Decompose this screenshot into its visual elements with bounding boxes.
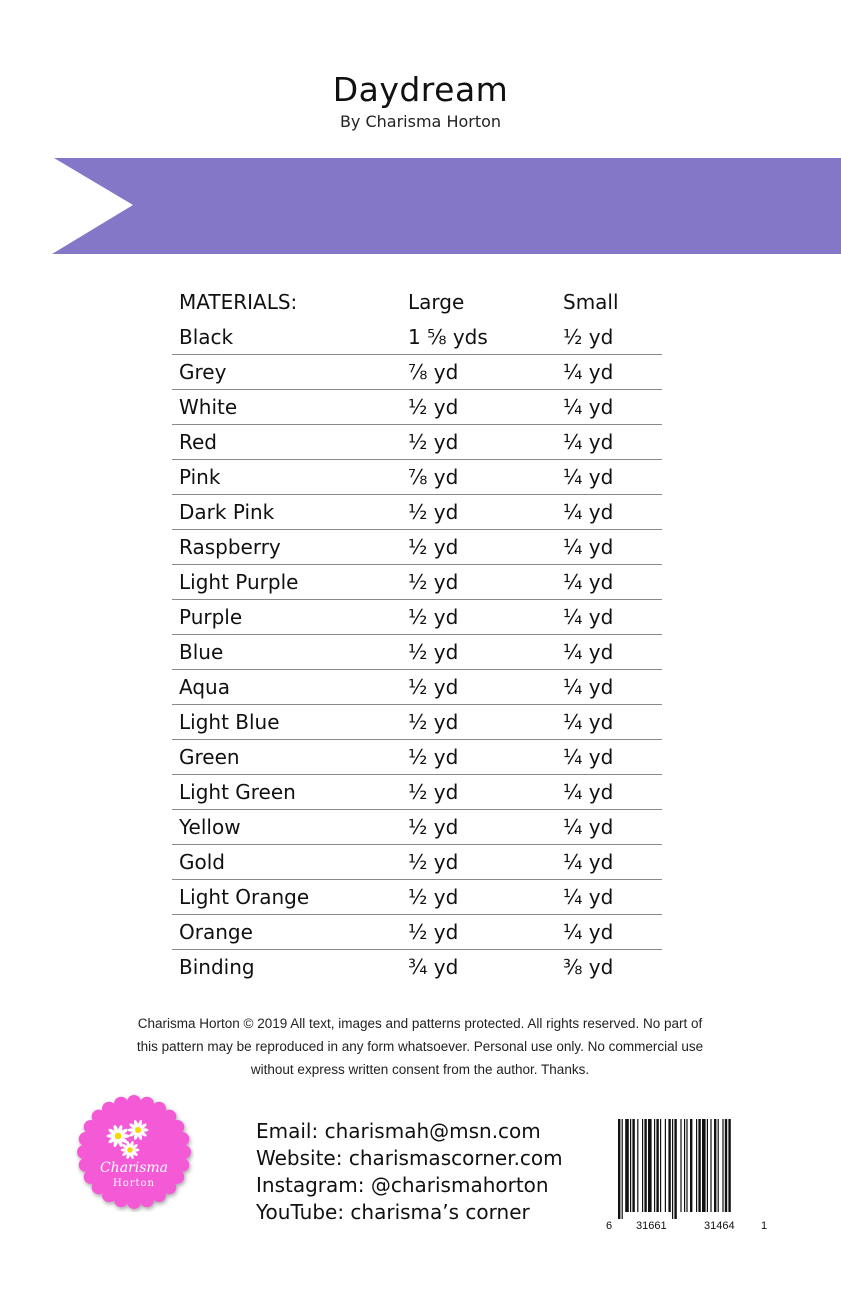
- material-row: [172, 915, 662, 950]
- barcode-left-digits: 31661: [636, 1220, 667, 1232]
- material-row: [172, 670, 662, 705]
- material-large-amount: 1 ⅝ yds: [408, 325, 488, 349]
- material-row: [172, 775, 662, 810]
- material-row: [172, 425, 662, 460]
- material-row: [172, 600, 662, 635]
- material-large-amount: ½ yd: [408, 815, 459, 839]
- material-large-amount: ½ yd: [408, 570, 459, 594]
- material-small-amount: ¼ yd: [563, 745, 614, 769]
- material-small-amount: ¼ yd: [563, 535, 614, 559]
- material-name: Light Blue: [179, 710, 280, 734]
- material-row: [172, 355, 662, 390]
- material-small-amount: ⅜ yd: [563, 955, 614, 979]
- material-row: [172, 740, 662, 775]
- copyright-line: without express written consent from the author. Thanks.: [250, 1062, 590, 1077]
- material-small-amount: ¼ yd: [563, 500, 614, 524]
- material-small-amount: ¼ yd: [563, 885, 614, 909]
- material-name: Binding: [179, 955, 255, 979]
- material-name: Light Purple: [179, 570, 299, 594]
- material-name: Light Orange: [179, 885, 310, 909]
- barcode-lead-digit: 6: [606, 1220, 613, 1232]
- material-name: Raspberry: [179, 535, 281, 559]
- material-small-amount: ¼ yd: [563, 780, 614, 804]
- material-small-amount: ½ yd: [563, 325, 614, 349]
- material-name: Purple: [179, 605, 243, 629]
- materials-header-row: [172, 284, 662, 320]
- material-large-amount: ½ yd: [408, 920, 459, 944]
- material-large-amount: ¾ yd: [408, 955, 459, 979]
- material-large-amount: ½ yd: [408, 500, 459, 524]
- copyright-line: Charisma Horton © 2019 All text, images and patterns protected. All rights reserved. No part of: [137, 1016, 703, 1031]
- banner-shape: [52, 158, 841, 254]
- material-small-amount: ¼ yd: [563, 675, 614, 699]
- materials-table: [172, 284, 662, 984]
- email-line: Email: charismah@msn.com: [256, 1119, 541, 1143]
- header-small: Small: [563, 290, 619, 314]
- material-row: [172, 810, 662, 845]
- author-byline: By Charisma Horton: [339, 112, 502, 131]
- instagram-line: Instagram: @charismahorton: [256, 1173, 549, 1197]
- material-name: Light Green: [179, 780, 296, 804]
- website-line: Website: charismascorner.com: [256, 1146, 563, 1170]
- contact-info: [256, 1118, 563, 1226]
- material-large-amount: ½ yd: [408, 745, 459, 769]
- material-name: Orange: [179, 920, 253, 944]
- material-large-amount: ⅞ yd: [408, 465, 459, 489]
- material-large-amount: ½ yd: [408, 675, 459, 699]
- material-large-amount: ½ yd: [408, 605, 459, 629]
- material-small-amount: ¼ yd: [563, 605, 614, 629]
- material-name: Yellow: [179, 815, 241, 839]
- material-name: Pink: [179, 465, 221, 489]
- material-small-amount: ¼ yd: [563, 360, 614, 384]
- material-name: Black: [179, 325, 234, 349]
- header-large: Large: [408, 290, 465, 314]
- logo-subname: Horton: [112, 1178, 155, 1189]
- material-row: [172, 705, 662, 740]
- barcode-bars: [618, 1119, 731, 1219]
- material-name: White: [179, 395, 238, 419]
- material-row: [172, 565, 662, 600]
- material-small-amount: ¼ yd: [563, 710, 614, 734]
- material-row: [172, 460, 662, 495]
- material-row: [172, 950, 662, 985]
- material-row: [172, 530, 662, 565]
- barcode-right-digits: 31464: [704, 1220, 735, 1232]
- material-small-amount: ¼ yd: [563, 920, 614, 944]
- material-row: [172, 390, 662, 425]
- material-large-amount: ½ yd: [408, 640, 459, 664]
- material-name: Gold: [179, 850, 225, 874]
- material-name: Green: [179, 745, 240, 769]
- material-large-amount: ½ yd: [408, 535, 459, 559]
- material-small-amount: ¼ yd: [563, 640, 614, 664]
- material-row: [172, 320, 662, 355]
- material-small-amount: ¼ yd: [563, 430, 614, 454]
- material-large-amount: ½ yd: [408, 710, 459, 734]
- purple-banner: [0, 158, 841, 254]
- material-name: Dark Pink: [179, 500, 275, 524]
- material-large-amount: ½ yd: [408, 885, 459, 909]
- material-small-amount: ¼ yd: [563, 850, 614, 874]
- material-name: Blue: [179, 640, 224, 664]
- material-row: [172, 495, 662, 530]
- charisma-horton-logo: [74, 1092, 194, 1212]
- barcode-check-digit: 1: [761, 1220, 768, 1232]
- material-small-amount: ¼ yd: [563, 815, 614, 839]
- material-small-amount: ¼ yd: [563, 570, 614, 594]
- material-large-amount: ½ yd: [408, 430, 459, 454]
- logo-name: Charisma: [99, 1160, 169, 1176]
- material-large-amount: ⅞ yd: [408, 360, 459, 384]
- pattern-title: Daydream: [332, 70, 509, 109]
- material-name: Grey: [179, 360, 227, 384]
- upc-barcode: [604, 1117, 769, 1237]
- copyright-line: this pattern may be reproduced in any form whatsoever. Personal use only. No commercial use: [136, 1039, 704, 1054]
- material-small-amount: ¼ yd: [563, 395, 614, 419]
- youtube-line: YouTube: charisma’s corner: [256, 1200, 530, 1224]
- material-row: [172, 845, 662, 880]
- materials-rows: [172, 320, 662, 984]
- material-row: [172, 880, 662, 915]
- material-name: Aqua: [179, 675, 230, 699]
- material-small-amount: ¼ yd: [563, 465, 614, 489]
- material-large-amount: ½ yd: [408, 395, 459, 419]
- material-row: [172, 635, 662, 670]
- material-large-amount: ½ yd: [408, 850, 459, 874]
- material-large-amount: ½ yd: [408, 780, 459, 804]
- header-materials: MATERIALS:: [179, 290, 298, 314]
- copyright-notice: [80, 1012, 760, 1081]
- material-name: Red: [179, 430, 217, 454]
